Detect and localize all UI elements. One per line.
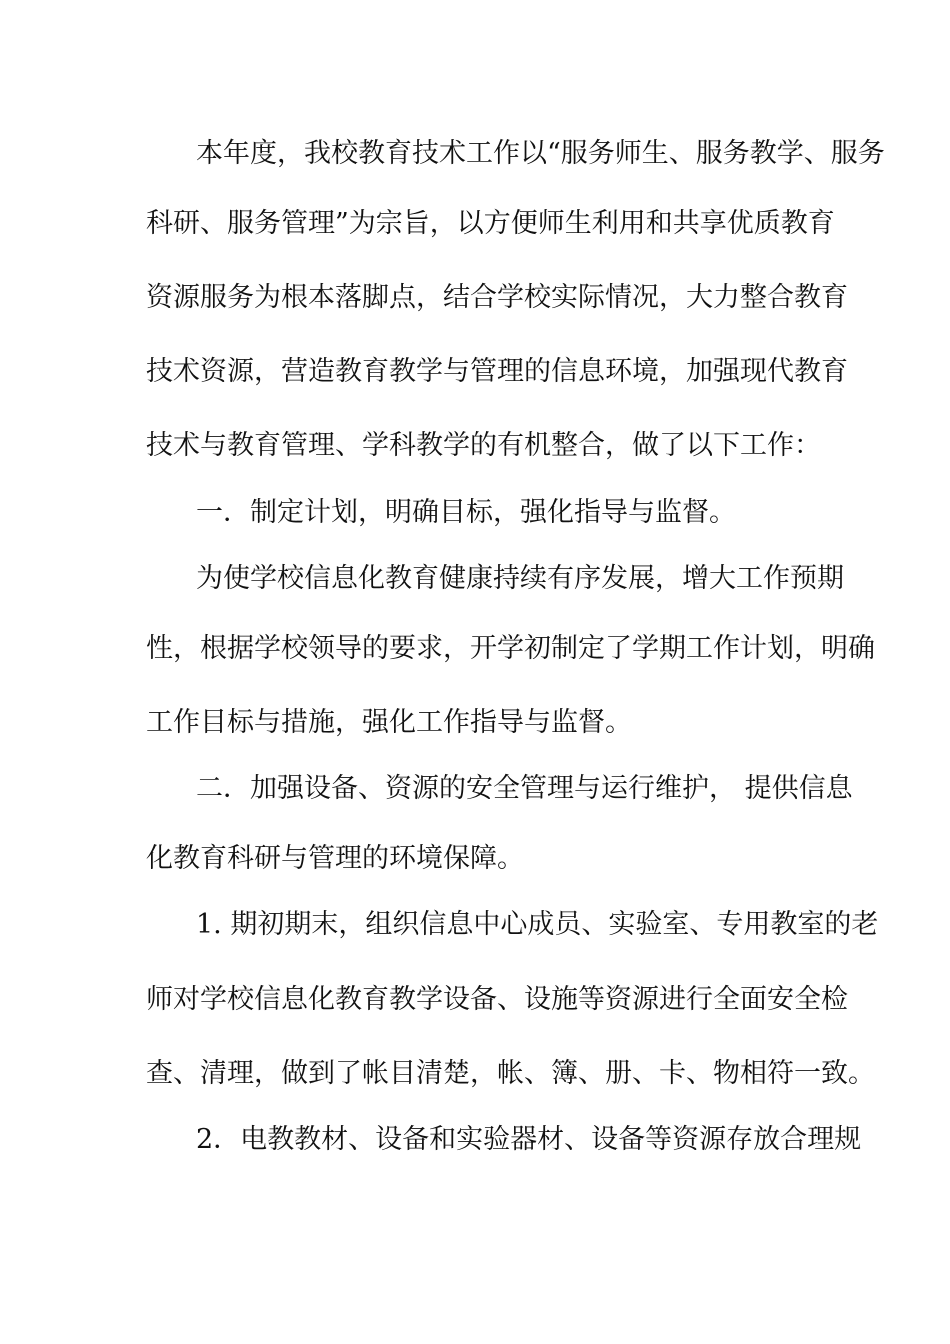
paragraph-2-line-2: 性，根据学校领导的要求，开学初制定了学期工作计划，明确 — [146, 633, 875, 664]
paragraph-1-line-3: 资源服务为根本落脚点，结合学校实际情况，大力整合教育 — [146, 282, 848, 313]
item-1-line-1: 1. 期初期末，组织信息中心成员、实验室、专用教室的老 — [196, 909, 879, 940]
section-heading-2-line-2: 化教育科研与管理的环境保障。 — [146, 843, 524, 874]
paragraph-2-line-1: 为使学校信息化教育健康持续有序发展，增大工作预期 — [196, 563, 844, 594]
item-1-line-2: 师对学校信息化教育教学设备、设施等资源进行全面安全检 — [146, 984, 848, 1015]
item-2-line-1: 2．电教教材、设备和实验器材、设备等资源存放合理规 — [196, 1124, 862, 1155]
item-1-line-3: 查、清理，做到了帐目清楚，帐、簿、册、卡、物相符一致。 — [146, 1058, 875, 1089]
section-heading-1: 一．制定计划，明确目标，强化指导与监督。 — [196, 497, 736, 528]
paragraph-1-line-1: 本年度，我校教育技术工作以“服务师生、服务教学、服务 — [196, 138, 885, 169]
paragraph-1-line-5: 技术与教育管理、学科教学的有机整合，做了以下工作： — [146, 430, 821, 461]
section-heading-2-line-1: 二．加强设备、资源的安全管理与运行维护， 提供信息 — [196, 773, 853, 804]
paragraph-1-line-4: 技术资源，营造教育教学与管理的信息环境，加强现代教育 — [146, 356, 848, 387]
paragraph-2-line-3: 工作目标与措施，强化工作指导与监督。 — [146, 707, 632, 738]
paragraph-1-line-2: 科研、服务管理”为宗旨，以方便师生利用和共享优质教育 — [146, 208, 835, 239]
